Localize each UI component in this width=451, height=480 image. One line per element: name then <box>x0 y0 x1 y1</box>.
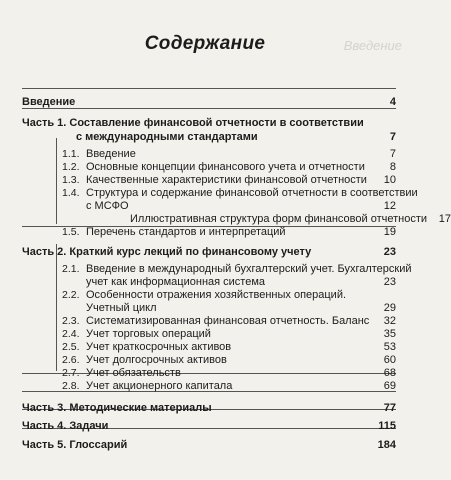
toc-entry-part-2[interactable] <box>22 244 396 258</box>
toc-entry-label: Введение <box>86 148 136 160</box>
toc-entry-label: Учет долгосрочных активов <box>86 354 227 366</box>
toc-entry-page: 7 <box>389 148 396 160</box>
toc-entry-page: 8 <box>389 161 396 173</box>
toc-entry-number: 2.3. <box>62 315 80 327</box>
toc-entry-page: 77 <box>383 402 396 414</box>
toc-entry-number: 2.8. <box>62 380 80 392</box>
toc-entry-number: 2.2. <box>62 289 80 301</box>
toc-entry-label: Учет акционерного капитала <box>86 380 233 392</box>
toc-entry-2-7[interactable] <box>22 366 396 379</box>
toc-entry-2-2-cont[interactable] <box>22 301 396 314</box>
toc-entry-1-4-cont[interactable] <box>22 199 396 212</box>
toc-entry-label: Особенности отражения хозяйственных операций. <box>86 289 347 301</box>
separator <box>22 88 396 89</box>
toc-entry-page: 12 <box>383 200 396 212</box>
toc-entry-part-3[interactable] <box>22 400 396 414</box>
table-of-contents <box>22 94 451 451</box>
toc-entry-page: 23 <box>383 276 396 288</box>
toc-entry-label: Часть 4. Задачи <box>22 420 109 432</box>
toc-entry-label: с международными стандартами <box>76 131 258 143</box>
toc-entry-number: 2.1. <box>62 263 80 275</box>
toc-entry-label: Учет торговых операций <box>86 328 211 340</box>
toc-entry-number: 1.5. <box>62 226 80 238</box>
toc-entry-page: 53 <box>383 341 396 353</box>
toc-entry-number: 1.3. <box>62 174 80 186</box>
toc-entry-2-5[interactable] <box>22 340 396 353</box>
toc-entry-label: Часть 5. Глоссарий <box>22 439 128 451</box>
toc-entry-label: Учет краткосрочных активов <box>86 341 232 353</box>
toc-entry-page: 68 <box>383 367 396 379</box>
toc-entry-page: 60 <box>383 354 396 366</box>
toc-entry-label: Иллюстративная структура форм финансовой отчетности <box>130 213 428 225</box>
toc-entry-page: 17 <box>438 213 451 225</box>
toc-entry-2-4[interactable] <box>22 327 396 340</box>
toc-entry-page: 19 <box>383 226 396 238</box>
toc-entry-1-3[interactable] <box>22 173 396 186</box>
toc-entry-number: 1.4. <box>62 187 80 199</box>
toc-entry-2-1[interactable] <box>22 262 412 275</box>
toc-entry-page: 69 <box>383 380 396 392</box>
toc-entry-page: 7 <box>389 131 396 143</box>
toc-entry-page: 32 <box>383 315 396 327</box>
toc-entry-1-4[interactable] <box>22 186 418 199</box>
toc-entry-number: 2.5. <box>62 341 80 353</box>
toc-entry-1-2[interactable] <box>22 160 396 173</box>
toc-entry-label: Введение <box>22 96 76 108</box>
toc-entry-part-4[interactable] <box>22 418 396 432</box>
toc-entry-label: Систематизированная финансовая отчетность. Баланс <box>86 315 370 327</box>
toc-entry-page: 23 <box>383 246 396 258</box>
toc-entry-page: 115 <box>378 420 396 432</box>
toc-entry-label: Учет обязательств <box>86 367 181 379</box>
toc-entry-number: 2.7. <box>62 367 80 379</box>
toc-entry-part-1-cont[interactable] <box>22 129 396 143</box>
toc-entry-label: Основные концепции финансового учета и отчетности <box>86 161 365 173</box>
toc-entry-part-1[interactable] <box>22 116 396 129</box>
toc-entry-label: Введение в международный бухгалтерский учет. Бухгалтерский <box>86 263 412 275</box>
toc-entry-2-3[interactable] <box>22 314 396 327</box>
toc-entry-2-6[interactable] <box>22 353 396 366</box>
toc-entry-number: 2.6. <box>62 354 80 366</box>
toc-entry-page: 4 <box>389 96 396 108</box>
toc-entry-illustrative-structure[interactable] <box>22 212 451 225</box>
page-title: Содержание <box>144 33 266 54</box>
toc-entry-label: Часть 2. Краткий курс лекций по финансовому учету <box>22 246 312 258</box>
toc-entry-label: Перечень стандартов и интерпретаций <box>86 226 286 238</box>
toc-entry-2-8[interactable] <box>22 379 396 392</box>
toc-entry-label: Часть 3. Методические материалы <box>22 402 212 414</box>
toc-entry-page: 35 <box>383 328 396 340</box>
bleed-through-text: Введение <box>343 38 402 53</box>
toc-entry-label: Учетный цикл <box>86 302 157 314</box>
toc-entry-label: Часть 1. Составление финансовой отчетности в соответствии <box>22 117 364 129</box>
toc-entry-1-1[interactable] <box>22 147 396 160</box>
toc-entry-label: с МСФО <box>86 200 129 212</box>
toc-entry-2-1-cont[interactable] <box>22 275 396 288</box>
toc-entry-2-2[interactable] <box>22 288 396 301</box>
toc-entry-introduction[interactable] <box>22 94 396 108</box>
toc-entry-page: 29 <box>383 302 396 314</box>
toc-entry-1-5[interactable] <box>22 225 396 238</box>
toc-entry-page: 10 <box>383 174 396 186</box>
toc-entry-number: 2.4. <box>62 328 80 340</box>
toc-entry-part-5[interactable] <box>22 437 396 451</box>
toc-entry-number: 1.2. <box>62 161 80 173</box>
toc-entry-page: 184 <box>377 439 396 451</box>
toc-entry-label: учет как информационная система <box>86 276 266 288</box>
toc-entry-number: 1.1. <box>62 148 80 160</box>
toc-entry-label: Качественные характеристики финансовой отчетности <box>86 174 367 186</box>
toc-entry-label: Структура и содержание финансовой отчетности в соответствии <box>86 187 418 199</box>
